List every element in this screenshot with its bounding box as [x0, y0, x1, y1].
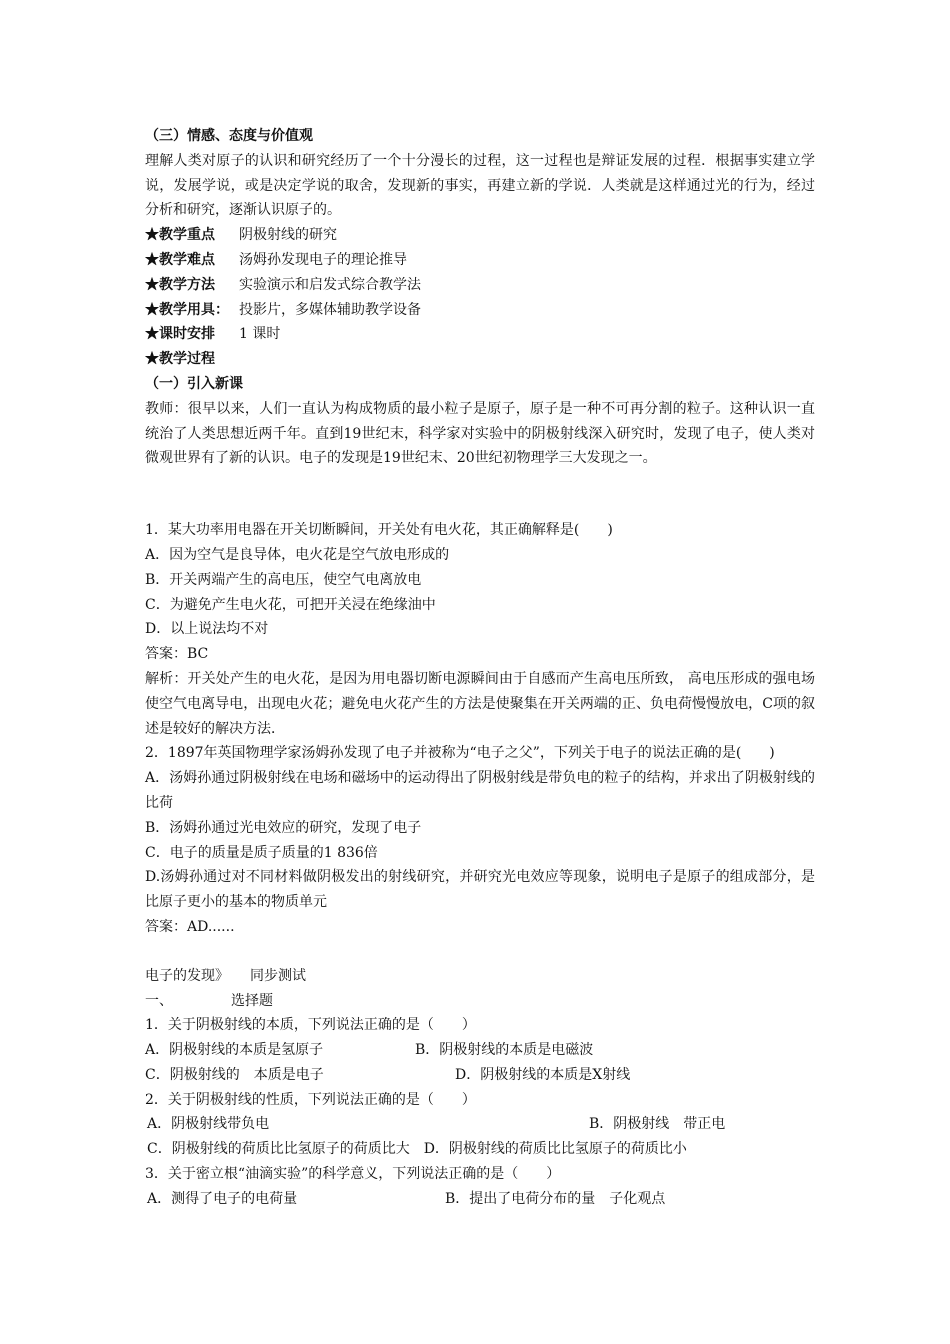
test-q3-option-b: B．提出了电荷分布的量 子化观点	[445, 1190, 666, 1207]
q1-option-c: C．为避免产生电火花，可把开关浸在绝缘油中	[145, 596, 436, 613]
info-label: ★课时安排	[145, 326, 215, 343]
test-q3-options-ab	[145, 1187, 815, 1212]
test-q1-options-cd	[145, 1063, 815, 1088]
q2-option-d: D.汤姆孙通过对不同材料做阴极发出的射线研究，并研究光电效应等现象，说明电子是原子的组成部分，是比原子更小的基本的物质单元	[145, 869, 815, 911]
document-body	[145, 124, 815, 1212]
q1-option-a: A．因为空气是良导体，电火花是空气放电形成的	[145, 546, 450, 563]
info-value: 实验演示和启发式综合教学法	[239, 276, 421, 293]
test-q3-option-a: A．测得了电子的电荷量	[147, 1190, 298, 1207]
info-tools	[145, 298, 815, 323]
test-q1-options-ab	[145, 1038, 815, 1063]
q1-option-b: B．开关两端产生的高电压，使空气电离放电	[145, 571, 422, 588]
q2-option-a: A．汤姆孙通过阴极射线在电场和磁场中的运动得出了阴极射线是带负电的粒子的结构，并求出了阴极射线的比荷	[145, 770, 815, 811]
affect-heading: （三）情感、态度与价值观	[145, 128, 313, 144]
info-value: 1 课时	[239, 326, 281, 343]
info-value: 汤姆孙发现电子的理论推导	[239, 251, 407, 268]
spacer	[145, 471, 815, 518]
process-heading: ★教学过程	[145, 351, 215, 368]
q2-option-b: B．汤姆孙通过光电效应的研究，发现了电子	[145, 819, 422, 836]
info-label: ★教学重点	[145, 227, 215, 244]
test-q2-option-a: A．阴极射线带负电	[147, 1116, 270, 1133]
intro-paragraph: 教师：很早以来，人们一直认为构成物质的最小粒子是原子，原子是一种不可再分割的粒子。这种认识一直统治了人类思想近两千年。直到19世纪末，科学家对实验中的阴极射线深入研究时，发现了电子，使人类对微观世界有了新的认识。电子的发现是19世纪末、20世纪初物理学三大发现之一。	[145, 400, 815, 467]
sync-test-title: 电子的发现》 同步测试	[145, 967, 306, 984]
info-schedule	[145, 322, 815, 347]
section-title-line	[145, 989, 815, 1014]
test-q2-options-cd: C．阴极射线的荷质比比氢原子的荷质比大 D．阴极射线的荷质比比氢原子的荷质比小	[147, 1141, 687, 1158]
info-value: 阴极射线的研究	[239, 227, 337, 244]
intro-heading: （一）引入新课	[145, 375, 243, 392]
info-key-point	[145, 223, 815, 248]
test-q1-option-b: B．阴极射线的本质是电磁波	[415, 1042, 594, 1059]
info-label: ★教学用具：	[145, 301, 229, 318]
q2-option-c: C．电子的质量是质子质量的1 836倍	[145, 844, 378, 861]
q1-stem: 1．某大功率用电器在开关切断瞬间，开关处有电火花，其正确解释是( )	[145, 522, 613, 539]
info-label: ★教学难点	[145, 251, 215, 268]
info-value: 投影片，多媒体辅助教学设备	[239, 301, 421, 318]
section-number: 一、	[145, 992, 173, 1009]
spacer	[145, 940, 815, 964]
test-q1-option-c: C．阴极射线的 本质是电子	[145, 1066, 324, 1083]
info-label: ★教学方法	[145, 276, 215, 293]
q1-option-d: D．以上说法均不对	[145, 621, 269, 638]
q1-analysis: 解析：开关处产生的电火花，是因为用电器切断电源瞬间由于自感而产生高电压所致， 高电压形成的强电场使空气电离导电，出现电火花；避免电火花产生的方法是使聚集在开关两端的正、负电荷慢慢放电，C项的叙述是较好的解决方法．	[145, 670, 815, 737]
test-q1-option-d: D．阴极射线的本质是X射线	[455, 1066, 631, 1083]
affect-paragraph: 理解人类对原子的认识和研究经历了一个十分漫长的过程，这一过程也是辩证发展的过程．根据事实建立学说，发展学说，或是决定学说的取舍，发现新的事实，再建立新的学说．人类就是这样通过光的行为，经过分析和研究，逐渐认识原子的。	[145, 152, 815, 219]
section-title: 选择题	[231, 992, 273, 1009]
q1-answer: 答案：BC	[145, 646, 209, 663]
test-q3-stem: 3．关于密立根“油滴实验”的科学意义，下列说法正确的是（ ）	[145, 1166, 561, 1183]
test-q1-stem: 1．关于阴极射线的本质，下列说法正确的是（ ）	[145, 1017, 476, 1034]
test-q1-option-a: A．阴极射线的本质是氢原子	[145, 1042, 324, 1059]
test-q2-stem: 2．关于阴极射线的性质，下列说法正确的是（ ）	[145, 1091, 476, 1108]
test-q2-options-ab	[145, 1112, 815, 1137]
q2-answer: 答案：AD......	[145, 918, 235, 935]
test-q2-option-b: B．阴极射线 带正电	[589, 1116, 726, 1133]
info-difficulty	[145, 248, 815, 273]
info-method	[145, 273, 815, 298]
q2-stem: 2．1897年英国物理学家汤姆孙发现了电子并被称为“电子之父”，下列关于电子的说法正确的是( )	[145, 745, 775, 762]
